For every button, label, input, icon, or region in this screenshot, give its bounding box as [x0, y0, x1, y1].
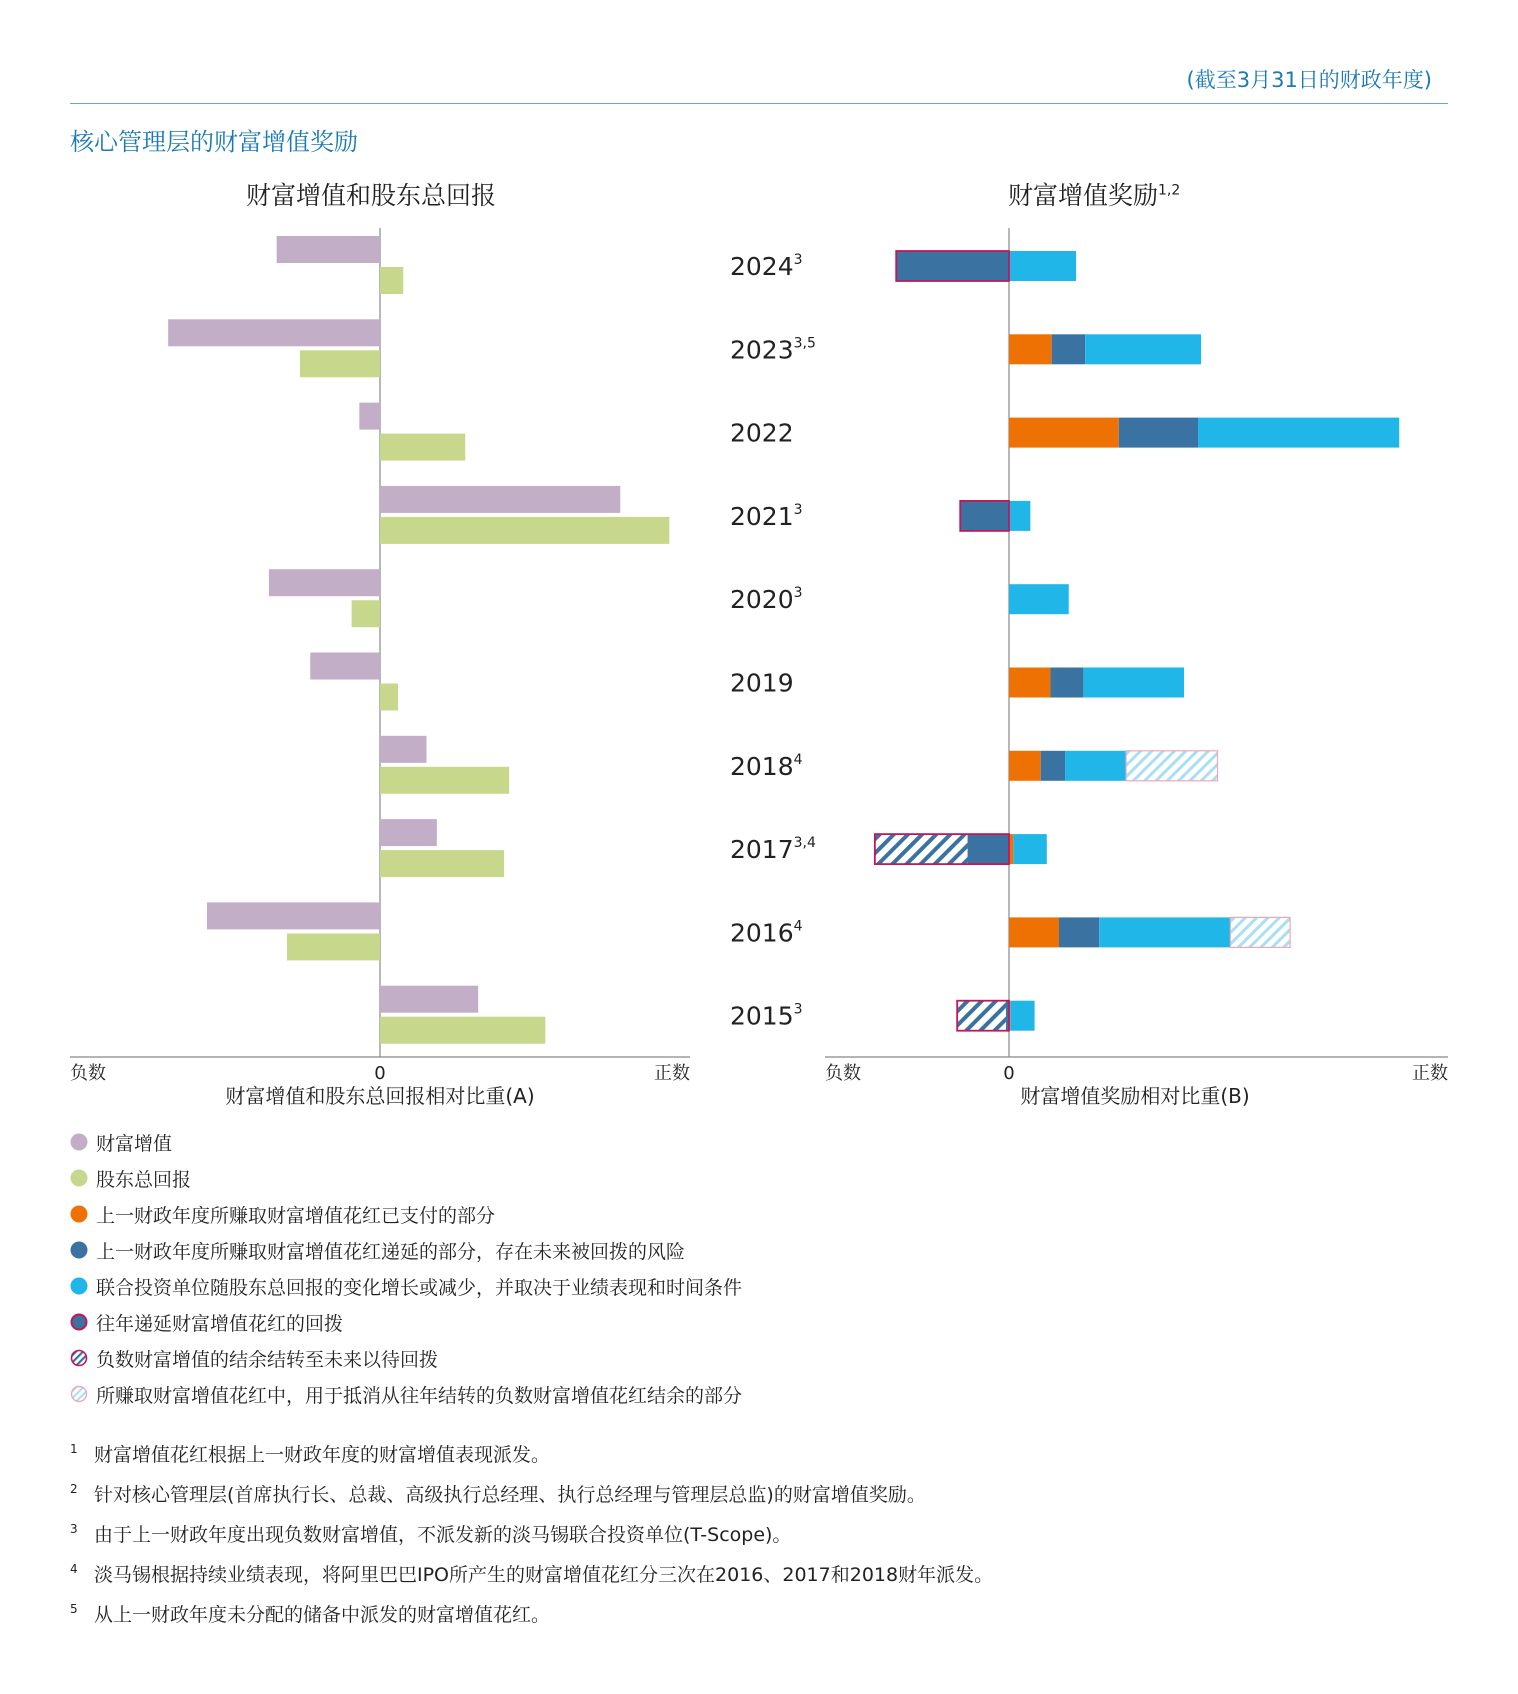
legend-item — [70, 1304, 742, 1340]
legend-label: 股东总回报 — [96, 1168, 192, 1191]
year-label-sup-2023: 3,5 — [793, 335, 816, 352]
legend-swatch-icon — [70, 1349, 88, 1367]
legend-item — [70, 1232, 742, 1268]
year-label-2024: 2024$^3$ — [730, 252, 803, 281]
section-title: 核心管理层的财富增值奖励 — [70, 128, 358, 156]
award-offset-bar-2016 — [1230, 917, 1290, 947]
award-deferred-bar-2019 — [1050, 668, 1083, 698]
footnote — [70, 1480, 993, 1520]
legend-label: 往年递延财富增值花红的回拨 — [96, 1312, 344, 1335]
eva-bar-2022 — [359, 403, 380, 430]
tsr-bar-2021 — [380, 517, 669, 544]
award-deferred-bar-2016 — [1059, 917, 1099, 947]
legend-label: 上一财政年度所赚取财富增值花红递延的部分，存在未来被回拨的风险 — [96, 1240, 686, 1263]
award-carry_forward-bar-2017 — [875, 834, 968, 864]
footnote — [70, 1560, 993, 1600]
right-chart-title-text: 财富增值奖励 — [1008, 181, 1159, 210]
year-label-sup-2020: 3 — [793, 585, 803, 602]
legend-swatch-icon — [70, 1385, 88, 1403]
legend-item — [70, 1160, 742, 1196]
year-label-sup-2021: 3 — [793, 501, 803, 518]
footnote — [70, 1520, 993, 1560]
eva-bar-2020 — [269, 569, 380, 596]
legend-swatch-icon — [70, 1133, 88, 1151]
eva-bar-2019 — [310, 653, 380, 680]
eva-bar-2018 — [380, 736, 427, 763]
award-coinvest-bar-2022 — [1198, 418, 1399, 448]
legend-swatch-icon — [70, 1205, 88, 1223]
tsr-bar-2016 — [287, 933, 380, 960]
award-coinvest-bar-2018 — [1065, 751, 1126, 781]
legend-item — [70, 1196, 742, 1232]
award-paid-bar-2016 — [1009, 917, 1059, 947]
fiscal-year-note: (截至3月31日的财政年度) — [1186, 68, 1432, 92]
tsr-bar-2022 — [380, 434, 465, 461]
eva-bar-2024 — [277, 236, 380, 263]
footnote-text: 财富增值花红根据上一财政年度的财富增值表现派发。 — [94, 1444, 551, 1466]
right-chart-title-sup: 1,2 — [1158, 182, 1181, 199]
right-x-axis-label: 财富增值奖励相对比重(B) — [1020, 1084, 1250, 1108]
year-label-2022: 2022 — [730, 418, 794, 448]
legend-item — [70, 1124, 742, 1160]
award-deferred-bar-2018 — [1041, 751, 1065, 781]
left-chart-title: 财富增值和股东总回报 — [246, 181, 497, 210]
year-label-sup-2016: 4 — [793, 918, 803, 935]
award-deferred-bar-2023 — [1052, 334, 1086, 364]
legend-swatch-icon — [70, 1241, 88, 1259]
award-coinvest-bar-2017 — [1013, 834, 1047, 864]
year-label-sup-2015: 3 — [793, 1001, 803, 1018]
footnote-number: 3 — [70, 1522, 78, 1536]
legend-item — [70, 1268, 742, 1304]
award-carry_forward-bar-2015 — [957, 1001, 1006, 1031]
award-coinvest-bar-2015 — [1010, 1001, 1034, 1031]
year-label-sup-2018: 4 — [793, 751, 803, 768]
tsr-bar-2023 — [300, 350, 380, 377]
left-x-axis-label: 财富增值和股东总回报相对比重(A) — [225, 1084, 535, 1108]
left-tick-zero: 0 — [374, 1063, 386, 1084]
footnote-number: 5 — [70, 1602, 78, 1616]
left-tick-negative: 负数 — [70, 1063, 106, 1084]
year-label-2020: 2020$^3$ — [730, 585, 803, 615]
year-label-2023: 2023$^{3,5}$ — [730, 335, 816, 365]
year-label-2016: 2016$^4$ — [730, 918, 803, 948]
legend-label: 负数财富增值的结余结转至未来以待回拨 — [96, 1348, 439, 1371]
footnote-number: 4 — [70, 1562, 78, 1576]
right-chart — [730, 228, 1448, 1108]
legend-label: 联合投资单位随股东总回报的变化增长或减少，并取决于业绩表现和时间条件 — [96, 1276, 743, 1299]
award-offset-bar-2018 — [1126, 751, 1217, 781]
right-tick-positive: 正数 — [1412, 1063, 1448, 1084]
legend — [70, 1124, 742, 1412]
award-paid-bar-2018 — [1009, 751, 1041, 781]
year-label-2021: 2021$^3$ — [730, 501, 803, 531]
award-clawback-bar-2024 — [896, 251, 1009, 281]
legend-swatch-icon — [70, 1277, 88, 1295]
eva-bar-2023 — [168, 319, 380, 346]
tsr-bar-2017 — [380, 850, 504, 877]
footnote-text: 针对核心管理层(首席执行长、总裁、高级执行总经理、执行总经理与管理层总监)的财富增值奖励。 — [94, 1484, 926, 1506]
left-chart — [70, 228, 690, 1108]
footnote-text: 由于上一财政年度出现负数财富增值，不派发新的淡马锡联合投资单位(T-Scope)。 — [94, 1524, 792, 1546]
award-coinvest-bar-2019 — [1083, 668, 1184, 698]
year-label-sup-2017: 3,4 — [793, 835, 816, 852]
footnote-number: 2 — [70, 1482, 78, 1496]
year-label-sup-2024: 3 — [793, 252, 803, 268]
eva-bar-2021 — [380, 486, 620, 513]
legend-item — [70, 1376, 742, 1412]
footnote-text: 淡马锡根据持续业绩表现，将阿里巴巴IPO所产生的财富增值花红分三次在2016、2017和2018财年派发。 — [94, 1564, 994, 1586]
legend-item — [70, 1340, 742, 1376]
footnote — [70, 1600, 993, 1640]
eva-bar-2015 — [380, 986, 478, 1013]
award-paid-bar-2019 — [1009, 668, 1050, 698]
legend-swatch-icon — [70, 1313, 88, 1331]
tsr-bar-2024 — [380, 267, 403, 294]
year-label-2017: 2017$^{3,4}$ — [730, 835, 816, 865]
tsr-bar-2020 — [352, 600, 380, 627]
award-coinvest-bar-2016 — [1099, 917, 1230, 947]
award-clawback-bar-2021 — [960, 501, 1009, 531]
tsr-bar-2015 — [380, 1017, 545, 1044]
eva-bar-2017 — [380, 819, 437, 846]
award-paid-bar-2022 — [1009, 418, 1119, 448]
left-tick-positive: 正数 — [654, 1063, 690, 1084]
tsr-bar-2019 — [380, 684, 398, 711]
year-label-2019: 2019 — [730, 668, 794, 698]
footnote — [70, 1440, 993, 1480]
tsr-bar-2018 — [380, 767, 509, 794]
legend-label: 财富增值 — [96, 1132, 173, 1155]
right-tick-zero: 0 — [1003, 1063, 1015, 1084]
footnote-number: 1 — [70, 1442, 78, 1456]
award-deferred-bar-2022 — [1119, 418, 1198, 448]
award-paid-bar-2023 — [1009, 334, 1052, 364]
legend-swatch-icon — [70, 1169, 88, 1187]
award-coinvest-bar-2024 — [1009, 251, 1076, 281]
right-tick-negative: 负数 — [825, 1063, 861, 1084]
legend-label: 所赚取财富增值花红中，用于抵消从往年结转的负数财富增值花红结余的部分 — [96, 1384, 743, 1407]
year-label-2018: 2018$^4$ — [730, 751, 803, 781]
award-clawback-bar-2017 — [968, 834, 1009, 864]
eva-bar-2016 — [207, 902, 380, 929]
award-coinvest-bar-2020 — [1009, 584, 1069, 614]
footnote-text: 从上一财政年度未分配的储备中派发的财富增值花红。 — [94, 1604, 551, 1626]
year-label-2015: 2015$^3$ — [730, 1001, 803, 1031]
award-coinvest-bar-2023 — [1085, 334, 1201, 364]
award-coinvest-bar-2021 — [1009, 501, 1030, 531]
legend-label: 上一财政年度所赚取财富增值花红已支付的部分 — [96, 1204, 496, 1227]
footnotes — [70, 1440, 993, 1640]
